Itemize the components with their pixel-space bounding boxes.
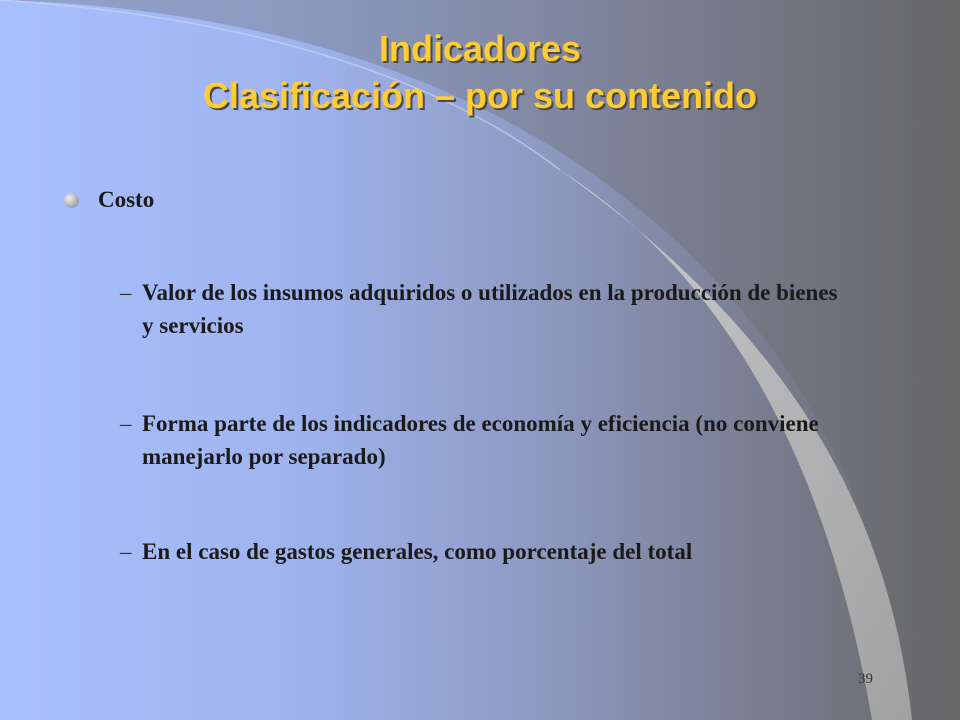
sub-item-text: Forma parte de los indicadores de economía y eficiencia (no conviene manejarlo por separado) bbox=[142, 411, 819, 469]
title-line-1: Indicadores bbox=[378, 28, 582, 69]
bullet-dot-icon bbox=[64, 193, 79, 208]
sub-item-1 bbox=[120, 276, 840, 342]
dash-marker: – bbox=[120, 411, 132, 436]
sub-item-2 bbox=[120, 407, 840, 473]
dash-marker: – bbox=[120, 539, 132, 564]
title-line-2: Clasificación – por su contenido bbox=[202, 75, 758, 116]
bullet-text: Costo bbox=[98, 187, 155, 212]
bullet-item-costo bbox=[64, 184, 154, 216]
sub-item-text: En el caso de gastos generales, como porcentaje del total bbox=[142, 539, 693, 564]
sub-item-text: Valor de los insumos adquiridos o utilizados en la producción de bienes y servicios bbox=[142, 280, 838, 338]
slide-title bbox=[0, 25, 960, 119]
page-number: 39 bbox=[858, 671, 873, 687]
dash-marker: – bbox=[120, 280, 132, 305]
sub-item-3 bbox=[120, 535, 840, 568]
